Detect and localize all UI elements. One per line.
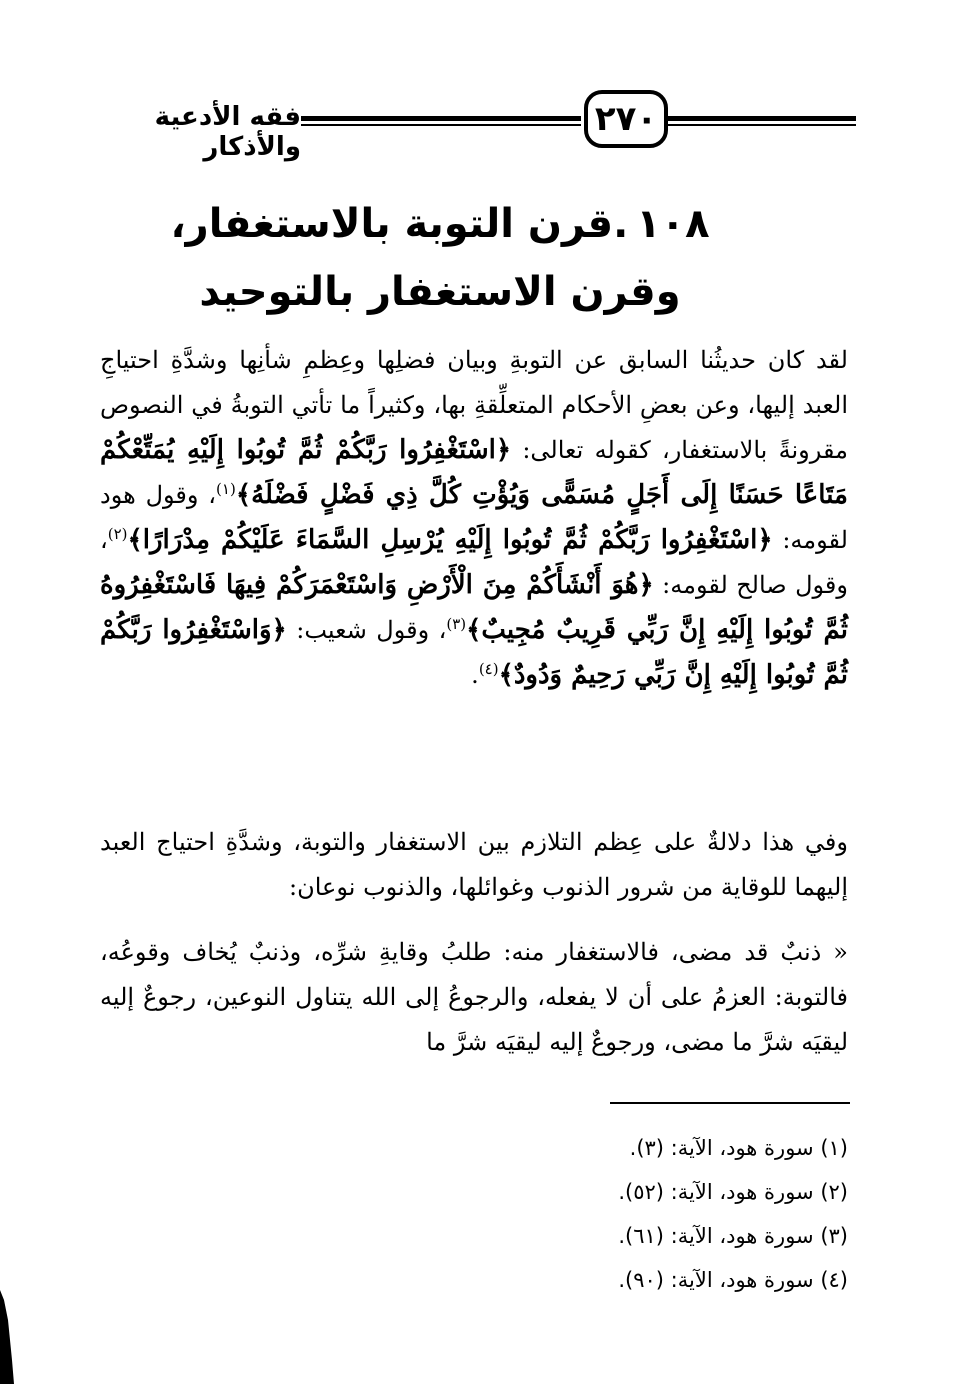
chapter-separator: .: [613, 201, 629, 247]
header-rule: [666, 124, 856, 126]
paragraph: « ذنبٌ قد مضى، فالاستغفار منه: طلبُ وقايةِ شرِّه، وذنبٌ يُخاف وقوعُه، فالتوبة: العزمُ على أن لا يفعله، والرجوعُ إلى الله يتناول النوعين، رجوعٌ إليه ليقيَه شرَّ ما مضى، ورجوعٌ إليه ليقيَه شرَّ ما: [100, 938, 848, 1056]
chapter-number: ١٠٨: [636, 201, 710, 247]
footnote-ref[interactable]: (٣): [446, 615, 467, 633]
footnote: (٣) سورة هود، الآية: (٦١).: [618, 1224, 848, 1248]
footnote: (٢) سورة هود، الآية: (٥٢).: [618, 1180, 848, 1204]
paragraph: [100, 338, 848, 698]
paragraph-text: لقد كان حديثُنا السابق عن التوبةِ وبيان فضلِها وعِظمِ شأنِها وشدَّةِ احتياجِ العبد إليها، وعن بعضِ الأحكام المتعلِّقةِ بها، وكثيراً ما تأتي التوبةُ في النصوص مقرونةً بالاستغفار، كقوله تعالى:: [100, 346, 848, 464]
quran-verse: ﴿اسْتَغْفِرُوا رَبَّكُمْ ثُمَّ تُوبُوا إِلَيْهِ يُرْسِلِ السَّمَاءَ عَلَيْكُمْ مِدْرَارًا﴾: [127, 525, 773, 555]
scan-shadow: [0, 1290, 14, 1384]
paragraph-text: .: [471, 661, 479, 689]
footnote: (١) سورة هود، الآية: (٣).: [629, 1136, 848, 1160]
quran-verse: ﴿اسْتَغْفِرُوا رَبَّكُمْ ثُمَّ تُوبُوا إِلَيْهِ يُمَتِّعْكُمْ مَتَاعًا حَسَنًا إِلَى أَجَلٍ مُسَمًّى وَيُؤْتِ كُلَّ ذِي فَضْلٍ فَضْلَهُ﴾: [100, 435, 848, 510]
chapter-heading: [110, 190, 770, 326]
quran-verse: ﴿وَاسْتَغْفِرُوا رَبَّكُمْ ثُمَّ تُوبُوا إِلَيْهِ إِنَّ رَبِّي رَحِيمٌ وَدُودٌ﴾: [100, 615, 848, 690]
page-number: ٢٧٠: [584, 90, 668, 148]
quran-verse: ﴿هُوَ أَنْشَأَكُمْ مِنَ الْأَرْضِ وَاسْتَعْمَرَكُمْ فِيهَا فَاسْتَغْفِرُوهُ ثُمَّ تُوبُوا إِلَيْهِ إِنَّ رَبِّي قَرِيبٌ مُجِيبٌ﴾: [100, 570, 848, 645]
header-rule: [301, 116, 581, 121]
running-title: فقه الأدعية والأذكار: [154, 102, 301, 162]
footnote-ref[interactable]: (٢): [107, 525, 128, 543]
footnote-ref[interactable]: (١): [216, 480, 236, 498]
paragraph: وفي هذا دلالةٌ على عِظم التلازم بين الاستغفار والتوبة، وشدَّةِ احتياج العبد إليهما للوقاية من شرور الذنوب وغوائلها، والذنوب نوعان:: [100, 828, 848, 901]
footnote-divider: [610, 1102, 850, 1104]
header-rule: [301, 124, 581, 126]
page-header: [96, 88, 856, 162]
footnotes: [400, 1126, 848, 1302]
paragraph-text: ، وقول شعيب:: [286, 616, 447, 644]
chapter-title: قرن التوبة بالاستغفار، وقرن الاستغفار بالتوحيد: [170, 201, 681, 315]
footnote: (٤) سورة هود، الآية: (٩٠).: [618, 1268, 848, 1292]
footnote-ref[interactable]: (٤): [478, 660, 499, 678]
paragraph-text: ، وقول صالح لقومه:: [100, 526, 848, 599]
header-rule: [666, 116, 856, 121]
paragraph-text: ، وقول هود لقومه:: [100, 481, 848, 554]
